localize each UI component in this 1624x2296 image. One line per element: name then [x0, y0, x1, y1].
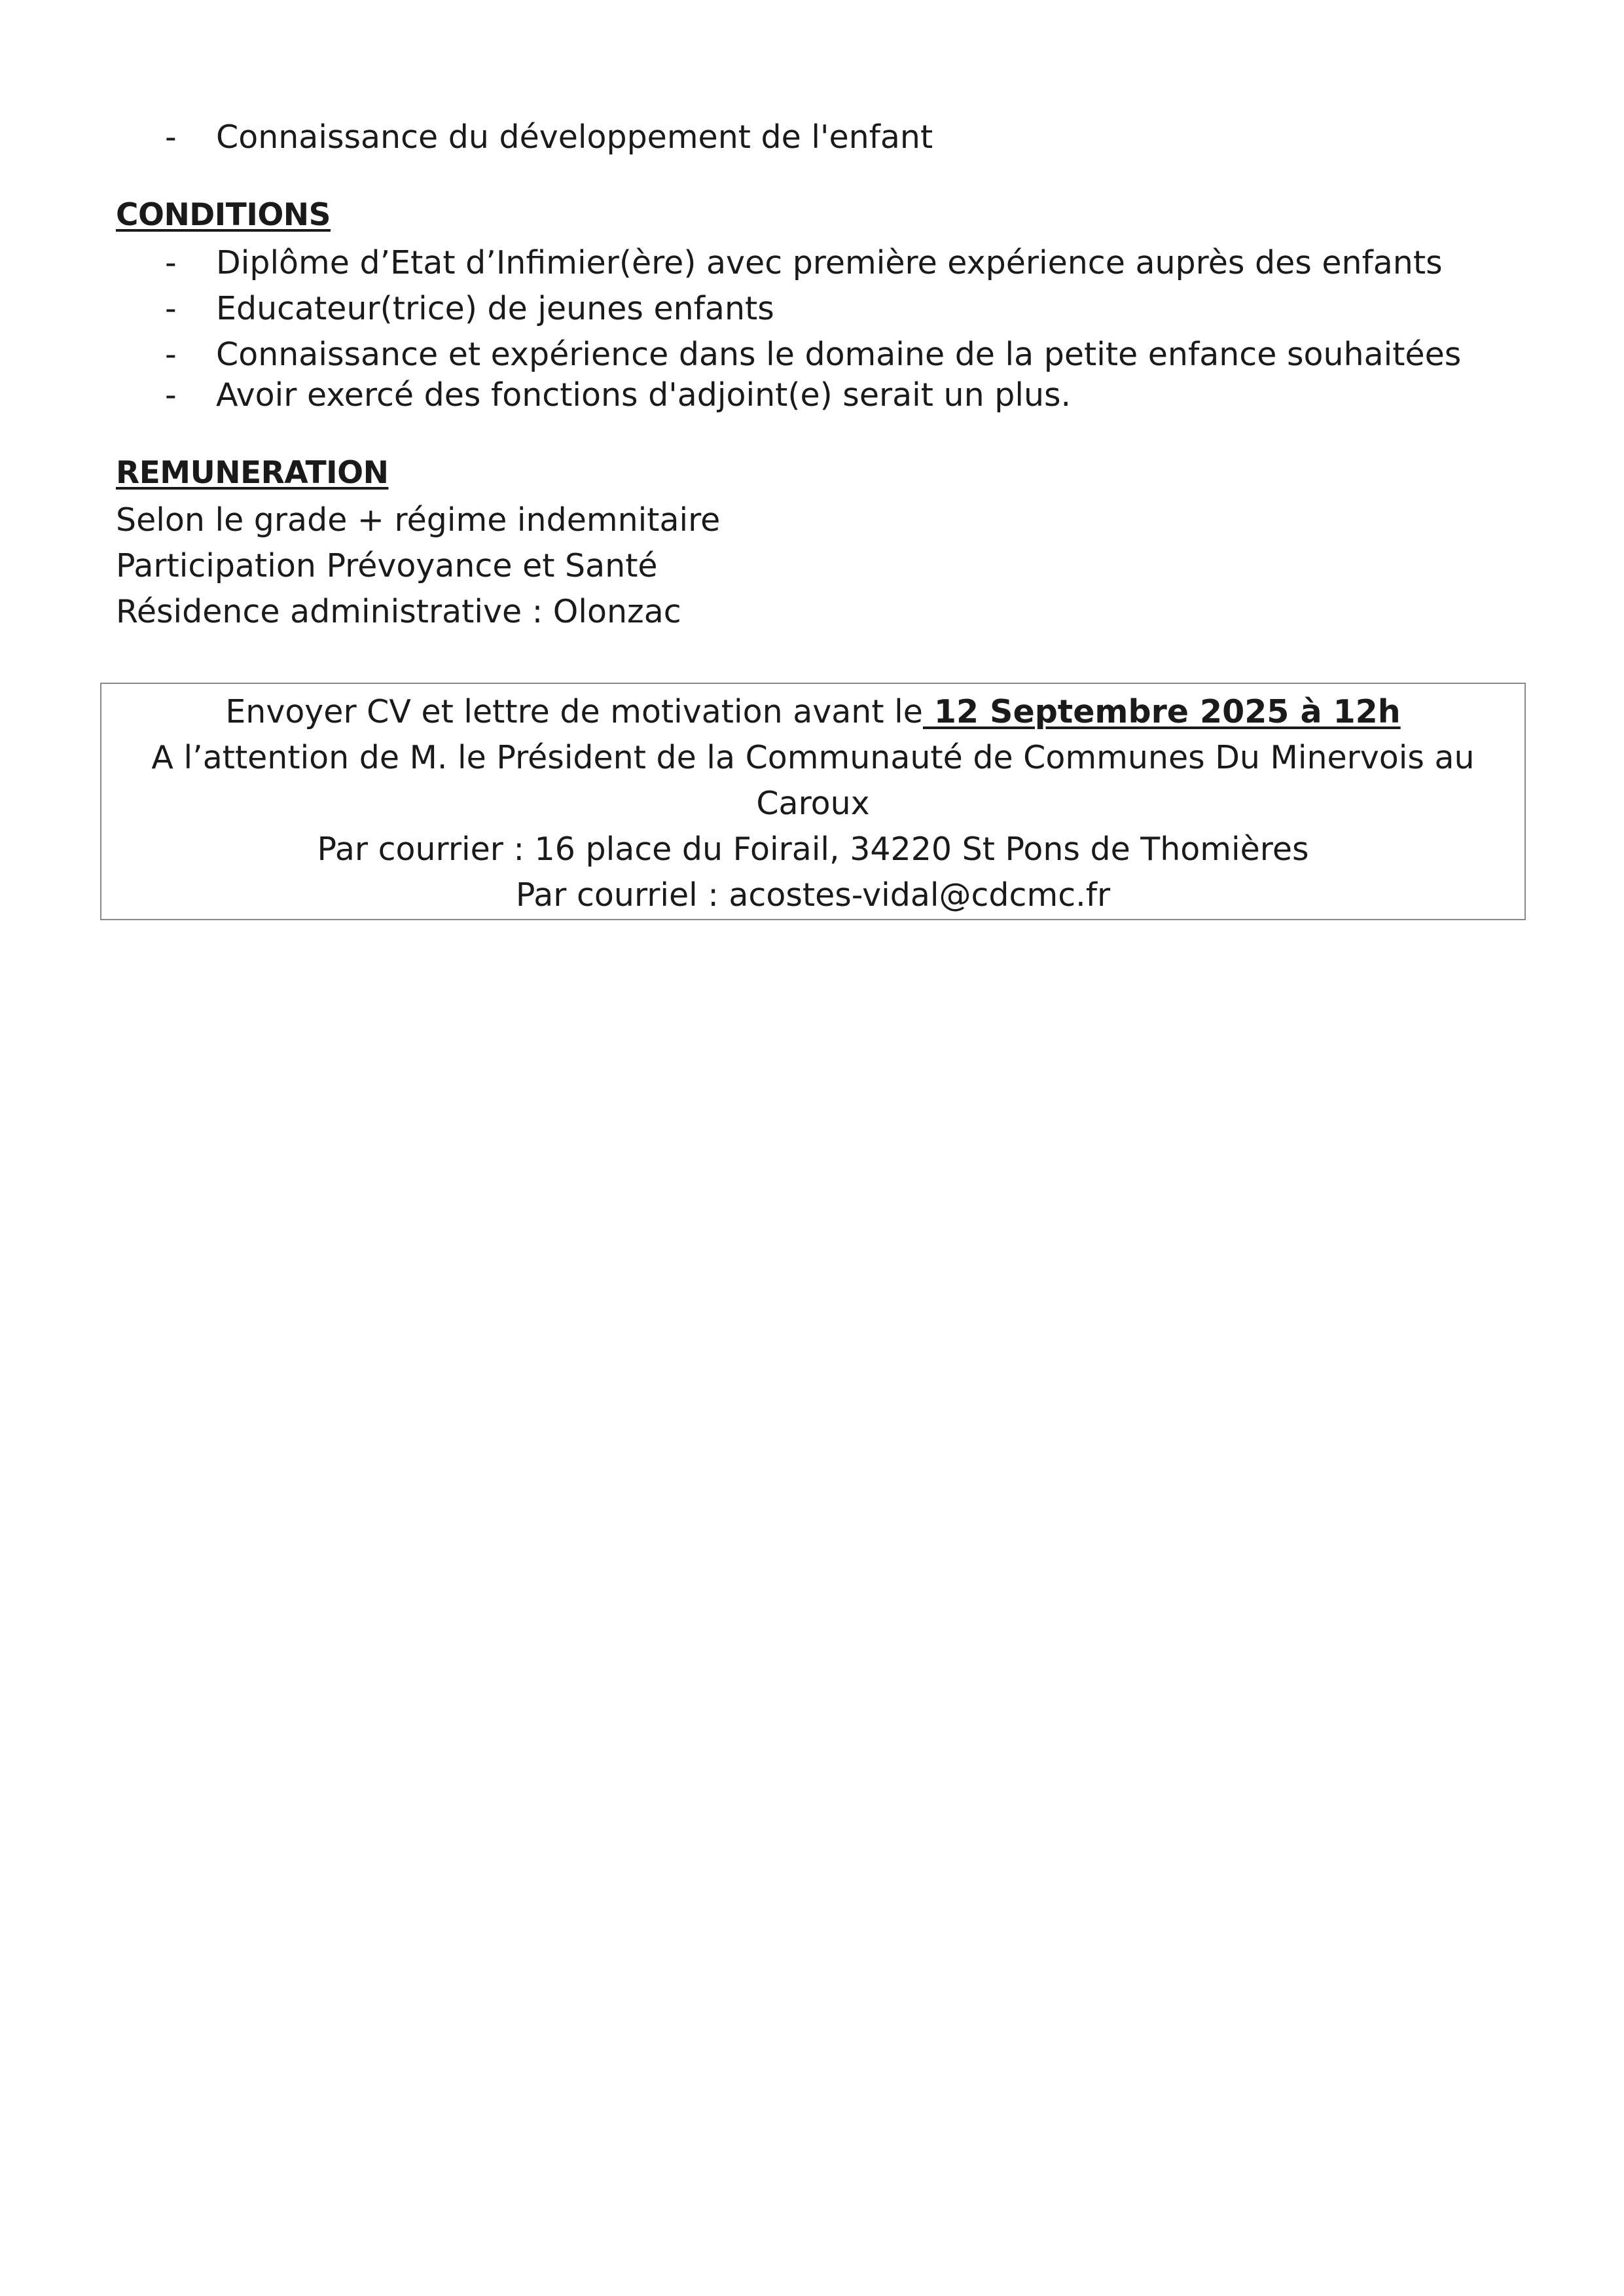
list-item — [165, 332, 1461, 378]
list-item-text: Diplôme d’Etat d’Infimier(ère) avec première expérience auprès des enfants — [216, 244, 1443, 281]
list-item-text: Educateur(trice) de jeunes enfants — [216, 290, 774, 327]
application-box — [100, 683, 1526, 920]
list-item-text: Connaissance et expérience dans le domaine de la petite enfance souhaitées — [216, 336, 1462, 373]
conditions-list — [165, 240, 1461, 418]
list-item — [165, 286, 1461, 332]
remuneration-line: Participation Prévoyance et Santé — [116, 547, 658, 584]
bullet-dash: - — [165, 118, 177, 156]
bullet-dash: - — [165, 336, 177, 373]
remuneration-line: Résidence administrative : Olonzac — [116, 593, 681, 630]
list-item-text: Connaissance du développement de l'enfant — [216, 118, 933, 156]
attention-line: A l’attention de M. le Président de la Communauté de Communes Du Minervois au — [151, 739, 1475, 776]
postal-address-line: Par courrier : 16 place du Foirail, 34220 St Pons de Thomières — [317, 831, 1309, 868]
email-line: Par courriel : acostes-vidal@cdcmc.fr — [515, 876, 1111, 914]
list-item-text: Avoir exercé des fonctions d'adjoint(e) serait un plus. — [216, 376, 1072, 414]
remuneration-lines — [116, 497, 720, 635]
bullet-dash: - — [165, 290, 177, 327]
list-item — [165, 372, 1461, 418]
bullet-dash: - — [165, 376, 177, 414]
attention-line-continued: Caroux — [756, 785, 870, 822]
application-deadline-line — [101, 689, 1525, 735]
remuneration-heading: REMUNERATION — [116, 455, 389, 491]
application-intro-text: Envoyer CV et lettre de motivation avant le — [225, 693, 923, 730]
list-item — [165, 240, 1461, 286]
bullet-dash: - — [165, 244, 177, 281]
remuneration-line: Selon le grade + régime indemnitaire — [116, 501, 721, 539]
conditions-heading: CONDITIONS — [116, 197, 331, 233]
list-item — [165, 115, 933, 160]
intro-bullet-list — [165, 115, 933, 160]
application-deadline: 12 Septembre 2025 à 12h — [922, 693, 1401, 730]
